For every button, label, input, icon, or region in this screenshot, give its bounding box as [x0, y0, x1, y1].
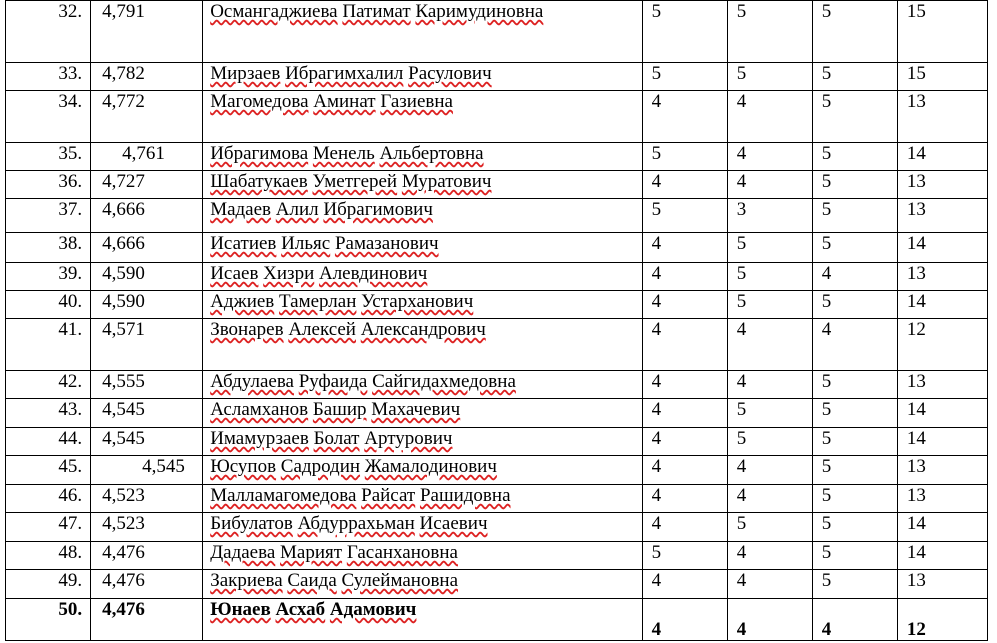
full-name-cell	[203, 171, 642, 199]
name-word: Жамалодинович	[364, 456, 497, 477]
score-cell: 4,523	[91, 485, 203, 513]
grade-1-cell: 4	[642, 399, 727, 428]
name-word: Артурович	[364, 428, 453, 449]
name-word: Сулеймановна	[341, 570, 459, 591]
grade-3-cell: 5	[812, 428, 897, 456]
table-body	[6, 1, 988, 641]
score-cell: 4,476	[91, 599, 203, 641]
table-row	[6, 513, 988, 542]
name-word: Рашидовна	[419, 485, 511, 506]
grade-2-cell: 5	[727, 291, 812, 319]
full-name-cell	[203, 513, 642, 542]
name-word: Ибрагимова	[210, 143, 309, 164]
grade-3-cell: 5	[812, 485, 897, 513]
table-row	[6, 399, 988, 428]
table-row	[6, 570, 988, 599]
row-number: 37.	[6, 199, 91, 233]
grade-1-cell: 4	[642, 291, 727, 319]
table-row	[6, 485, 988, 513]
name-word: Патимат	[342, 1, 411, 22]
total-cell: 13	[897, 371, 987, 399]
grade-1-cell: 4	[642, 371, 727, 399]
grade-1-cell: 4	[642, 91, 727, 143]
full-name-cell	[203, 291, 642, 319]
row-number: 50.	[6, 599, 91, 641]
name-word: Звонарев	[210, 319, 284, 340]
name-word: Юнаев	[210, 599, 271, 620]
grade-2-cell: 5	[727, 428, 812, 456]
students-rating-table	[5, 0, 988, 641]
full-name-cell	[203, 91, 642, 143]
total-cell: 13	[897, 263, 987, 291]
row-number: 35.	[6, 143, 91, 171]
total-cell: 14	[897, 542, 987, 570]
row-number: 39.	[6, 263, 91, 291]
name-word: Саида	[287, 570, 337, 591]
name-word: Абдулаева	[210, 371, 294, 392]
total-cell: 13	[897, 485, 987, 513]
total-cell: 13	[897, 199, 987, 233]
grade-1-cell: 4	[642, 570, 727, 599]
table-row	[6, 263, 988, 291]
row-number: 32.	[6, 1, 91, 63]
name-word: Уметгерей	[312, 171, 398, 192]
grade-1-cell: 5	[642, 542, 727, 570]
total-cell: 14	[897, 143, 987, 171]
table-row	[6, 371, 988, 399]
grade-3-cell: 5	[812, 513, 897, 542]
full-name-cell	[203, 63, 642, 91]
grade-1-cell: 4	[642, 171, 727, 199]
total-cell: 12	[897, 599, 987, 641]
name-word: Александрович	[360, 319, 486, 340]
name-word: Шабатукаев	[210, 171, 308, 192]
grade-1-cell: 4	[642, 513, 727, 542]
name-word: Исатиев	[210, 233, 277, 254]
grade-3-cell: 5	[812, 233, 897, 263]
name-word: Ибрагимхалил	[285, 63, 404, 84]
row-number: 44.	[6, 428, 91, 456]
name-word: Исаев	[210, 263, 259, 284]
name-word: Имамурзаев	[210, 428, 309, 449]
grade-3-cell: 5	[812, 1, 897, 63]
row-number: 47.	[6, 513, 91, 542]
score-cell: 4,772	[91, 91, 203, 143]
name-word: Магомедова	[210, 91, 309, 112]
grade-2-cell: 4	[727, 143, 812, 171]
name-word: Закриева	[210, 570, 283, 591]
total-cell: 13	[897, 456, 987, 485]
total-cell: 15	[897, 63, 987, 91]
total-cell: 14	[897, 233, 987, 263]
grade-3-cell: 4	[812, 599, 897, 641]
name-word: Башир	[312, 399, 367, 420]
score-cell: 4,590	[91, 291, 203, 319]
full-name-cell	[203, 542, 642, 570]
score-cell: 4,545	[91, 428, 203, 456]
grade-3-cell: 5	[812, 199, 897, 233]
table-row	[6, 319, 988, 371]
name-word: Менель	[312, 143, 375, 164]
row-number: 43.	[6, 399, 91, 428]
score-cell: 4,590	[91, 263, 203, 291]
row-number: 40.	[6, 291, 91, 319]
text-cursor	[987, 430, 988, 454]
total-cell: 12	[897, 319, 987, 371]
name-word: Адамович	[329, 599, 417, 620]
grade-3-cell: 5	[812, 399, 897, 428]
total-cell: 14	[897, 291, 987, 319]
total-cell: 13	[897, 91, 987, 143]
grade-1-cell: 4	[642, 428, 727, 456]
name-word: Алевдинович	[318, 263, 428, 284]
table-row	[6, 291, 988, 319]
name-word: Бибулатов	[210, 513, 293, 534]
grade-2-cell: 4	[727, 371, 812, 399]
score-cell: 4,666	[91, 199, 203, 233]
grade-2-cell: 4	[727, 542, 812, 570]
row-number: 34.	[6, 91, 91, 143]
row-number: 48.	[6, 542, 91, 570]
full-name-cell	[203, 599, 642, 641]
row-number: 41.	[6, 319, 91, 371]
full-name-cell	[203, 456, 642, 485]
grade-2-cell: 4	[727, 456, 812, 485]
grade-3-cell: 5	[812, 291, 897, 319]
score-cell: 4,727	[91, 171, 203, 199]
full-name-cell	[203, 143, 642, 171]
grade-1-cell: 4	[642, 456, 727, 485]
full-name-cell	[203, 199, 642, 233]
full-name-cell	[203, 428, 642, 456]
row-number: 38.	[6, 233, 91, 263]
total-cell: 14	[897, 428, 987, 456]
name-word: Устарханович	[361, 291, 474, 312]
grade-3-cell: 5	[812, 371, 897, 399]
grade-2-cell: 5	[727, 399, 812, 428]
table-row	[6, 233, 988, 263]
name-word: Расулович	[408, 63, 492, 84]
name-word: Аминат	[313, 91, 376, 112]
total-cell: 14	[897, 513, 987, 542]
row-number: 46.	[6, 485, 91, 513]
grade-1-cell: 4	[642, 319, 727, 371]
name-word: Юсупов	[210, 456, 277, 477]
grade-2-cell: 4	[727, 171, 812, 199]
row-number: 45.	[6, 456, 91, 485]
grade-3-cell: 5	[812, 63, 897, 91]
score-cell: 4,761	[91, 143, 203, 171]
name-word: Болат	[313, 428, 360, 449]
score-cell: 4,523	[91, 513, 203, 542]
name-word: Асламханов	[210, 399, 309, 420]
grade-1-cell: 4	[642, 233, 727, 263]
table-row	[6, 542, 988, 570]
score-cell: 4,666	[91, 233, 203, 263]
score-cell: 4,782	[91, 63, 203, 91]
full-name-cell	[203, 485, 642, 513]
grade-2-cell: 4	[727, 599, 812, 641]
total-cell: 14	[897, 399, 987, 428]
table-row	[6, 1, 988, 63]
grade-1-cell: 5	[642, 63, 727, 91]
total-cell: 13	[897, 570, 987, 599]
name-word: Сайгидахмедовна	[372, 371, 516, 392]
grade-1-cell: 5	[642, 143, 727, 171]
row-number: 49.	[6, 570, 91, 599]
grade-3-cell: 5	[812, 542, 897, 570]
table-row	[6, 171, 988, 199]
name-word: Мирзаев	[210, 63, 281, 84]
full-name-cell	[203, 399, 642, 428]
table-row	[6, 91, 988, 143]
grade-2-cell: 4	[727, 91, 812, 143]
name-word: Ибрагимович	[323, 199, 433, 220]
grade-2-cell: 5	[727, 513, 812, 542]
name-word: Ильяс	[281, 233, 331, 254]
grade-2-cell: 4	[727, 319, 812, 371]
full-name-cell	[203, 233, 642, 263]
grade-2-cell: 5	[727, 263, 812, 291]
grade-3-cell: 4	[812, 319, 897, 371]
name-word: Рамазанович	[334, 233, 439, 254]
grade-1-cell: 4	[642, 485, 727, 513]
name-word: Райсат	[361, 485, 416, 506]
name-word: Аджиев	[210, 291, 275, 312]
total-cell: 13	[897, 171, 987, 199]
name-word: Альбертовна	[379, 143, 484, 164]
score-cell: 4,476	[91, 570, 203, 599]
name-word: Каримудиновна	[415, 1, 544, 22]
name-word: Газиевна	[380, 91, 453, 112]
name-word: Алил	[275, 199, 319, 220]
grade-2-cell: 5	[727, 63, 812, 91]
name-word: Махачевич	[371, 399, 461, 420]
grade-3-cell: 5	[812, 570, 897, 599]
table-row	[6, 456, 988, 485]
grade-2-cell: 5	[727, 233, 812, 263]
name-word: Руфаида	[298, 371, 368, 392]
grade-3-cell: 5	[812, 143, 897, 171]
name-word: Алексей	[288, 319, 356, 340]
grade-1-cell: 5	[642, 199, 727, 233]
name-word: Марият	[280, 542, 343, 563]
name-word: Османгаджиева	[210, 1, 338, 22]
full-name-cell	[203, 1, 642, 63]
name-word: Абдуррахьман	[297, 513, 415, 534]
grade-2-cell: 4	[727, 570, 812, 599]
row-number: 36.	[6, 171, 91, 199]
grade-2-cell: 5	[727, 1, 812, 63]
grade-1-cell: 4	[642, 599, 727, 641]
score-cell: 4,545	[91, 399, 203, 428]
score-cell: 4,545	[91, 456, 203, 485]
name-word: Исаевич	[419, 513, 488, 534]
name-word: Мадаев	[210, 199, 272, 220]
grade-3-cell: 5	[812, 456, 897, 485]
full-name-cell	[203, 371, 642, 399]
score-cell: 4,476	[91, 542, 203, 570]
grade-1-cell: 5	[642, 1, 727, 63]
table-row	[6, 428, 988, 456]
score-cell: 4,571	[91, 319, 203, 371]
full-name-cell	[203, 570, 642, 599]
grade-3-cell: 5	[812, 91, 897, 143]
full-name-cell	[203, 319, 642, 371]
name-word: Дадаева	[210, 542, 276, 563]
table-row	[6, 599, 988, 641]
table-row	[6, 143, 988, 171]
name-word: Тамерлан	[279, 291, 357, 312]
grade-3-cell: 4	[812, 263, 897, 291]
name-word: Хизри	[263, 263, 315, 284]
grade-2-cell: 3	[727, 199, 812, 233]
full-name-cell	[203, 263, 642, 291]
name-word: Садродин	[280, 456, 361, 477]
total-cell: 15	[897, 1, 987, 63]
score-cell: 4,791	[91, 1, 203, 63]
grade-3-cell: 5	[812, 171, 897, 199]
name-word: Асхаб	[275, 599, 326, 620]
row-number: 33.	[6, 63, 91, 91]
score-cell: 4,555	[91, 371, 203, 399]
table-row	[6, 63, 988, 91]
grade-2-cell: 4	[727, 485, 812, 513]
name-word: Гасанхановна	[346, 542, 458, 563]
name-word: Малламагомедова	[210, 485, 357, 506]
row-number: 42.	[6, 371, 91, 399]
table-row	[6, 199, 988, 233]
name-word: Муратович	[401, 171, 492, 192]
grade-1-cell: 4	[642, 263, 727, 291]
